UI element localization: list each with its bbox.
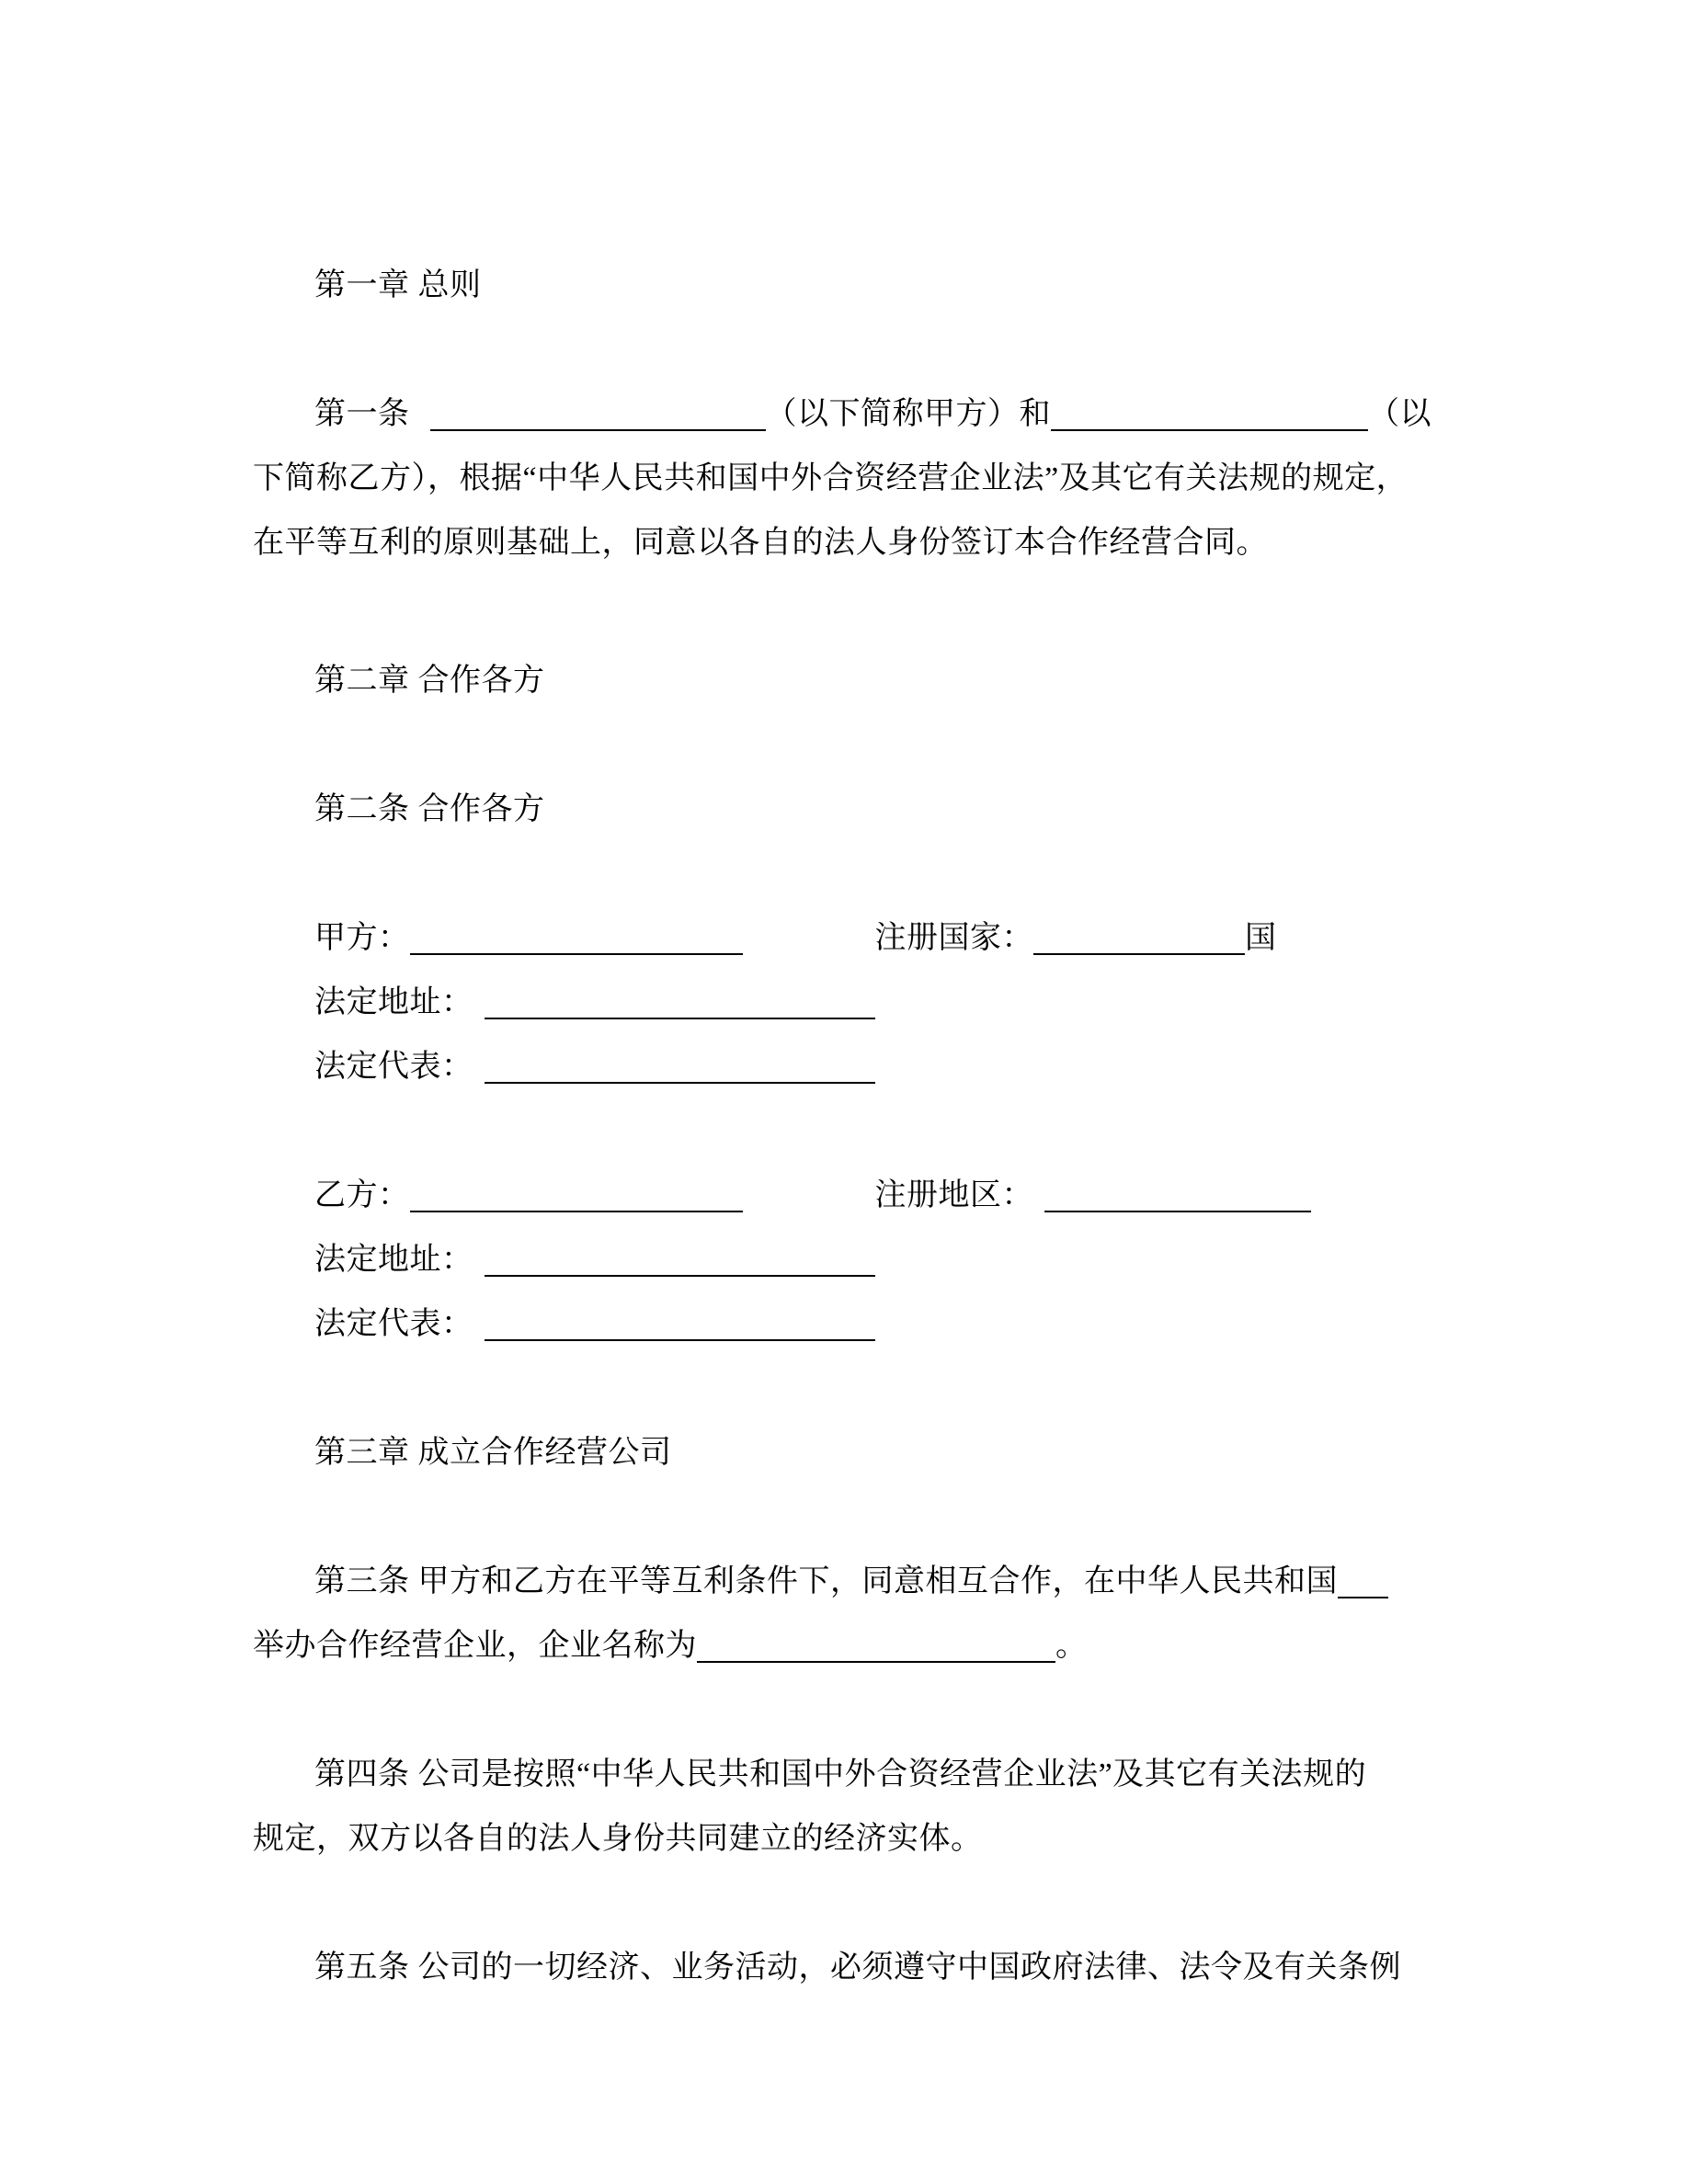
- spacing-gap: [473, 1075, 485, 1076]
- blank-line: [253, 1099, 1651, 1164]
- text-run: 第二章 合作各方: [314, 664, 545, 698]
- text-run: 规定，双方以各自的法人身份共同建立的经济实体。: [253, 1822, 983, 1856]
- text-run: 法定代表：: [314, 1050, 473, 1084]
- party-a-representative-row: [253, 1035, 1651, 1099]
- text-run: 注册地区：: [874, 1178, 1033, 1212]
- article-4-line-2: [253, 1807, 1651, 1871]
- fill-in-blank-underline: [1338, 1565, 1388, 1598]
- chapter-1-heading: [253, 254, 1651, 318]
- fill-in-blank-underline: [485, 1308, 875, 1341]
- chapter-2-heading: [253, 649, 1651, 713]
- spacing-gap: [410, 423, 430, 424]
- article-2-heading: [253, 778, 1651, 842]
- blank-line: [253, 1357, 1651, 1421]
- fill-in-blank-underline: [410, 1179, 743, 1212]
- article-1-line-1: [253, 382, 1651, 447]
- text-run: 第四条 公司是按照“中华人民共和国中外合资经营企业法”及其它有关法规的: [314, 1757, 1367, 1792]
- party-a-address-row: [253, 971, 1651, 1035]
- article-1-line-3: [253, 511, 1651, 575]
- spacing-gap: [473, 1011, 485, 1012]
- chapter-3-heading: [253, 1421, 1651, 1485]
- article-5-line-1: [253, 1936, 1651, 2000]
- article-3-line-1: [253, 1550, 1651, 1614]
- article-1-line-2: [253, 447, 1651, 511]
- blank-line: [253, 713, 1651, 778]
- document-body: [253, 254, 1651, 2000]
- text-run: 乙方：: [314, 1178, 410, 1212]
- text-run: 法定代表：: [314, 1307, 473, 1341]
- fill-in-blank-underline: [485, 986, 875, 1019]
- text-run: 第三条 甲方和乙方在平等互利条件下，同意相互合作，在中华人民共和国: [314, 1564, 1338, 1598]
- spacing-gap: [473, 1268, 485, 1269]
- blank-line: [253, 1871, 1651, 1936]
- fill-in-blank-underline: [1033, 922, 1245, 955]
- blank-line: [253, 1485, 1651, 1550]
- text-run: （以下简称甲方）和: [765, 397, 1051, 431]
- blank-line: [253, 318, 1651, 382]
- fill-in-blank-underline: [1051, 398, 1368, 431]
- text-run: 第一条: [314, 397, 410, 431]
- spacing-gap: [473, 1333, 485, 1334]
- party-b-representative-row: [253, 1292, 1651, 1357]
- party-a-row: [253, 906, 1651, 971]
- text-run: 第二条 合作各方: [314, 792, 545, 826]
- text-run: 在平等互利的原则基础上，同意以各自的法人身份签订本合作经营合同。: [253, 526, 1268, 560]
- spacing-gap: [743, 1204, 875, 1205]
- fill-in-blank-underline: [485, 1244, 875, 1277]
- fill-in-blank-underline: [485, 1051, 875, 1084]
- fill-in-blank-underline: [410, 922, 743, 955]
- text-run: 第五条 公司的一切经济、业务活动，必须遵守中国政府法律、法令及有关条例: [314, 1951, 1401, 1985]
- party-b-row: [253, 1164, 1651, 1228]
- article-3-line-2: [253, 1614, 1651, 1678]
- fill-in-blank-underline: [1044, 1179, 1311, 1212]
- fill-in-blank-underline: [430, 398, 766, 431]
- article-4-line-1: [253, 1743, 1651, 1807]
- text-run: 法定地址：: [314, 1243, 473, 1277]
- text-run: 。: [1055, 1629, 1088, 1663]
- text-run: （以: [1368, 397, 1431, 431]
- text-run: 法定地址：: [314, 985, 473, 1019]
- spacing-gap: [743, 947, 875, 948]
- party-b-address-row: [253, 1228, 1651, 1292]
- text-run: 第一章 总则: [314, 268, 482, 302]
- text-run: 注册国家：: [874, 921, 1033, 955]
- fill-in-blank-underline: [697, 1630, 1055, 1663]
- spacing-gap: [1033, 1204, 1044, 1205]
- text-run: 国: [1245, 921, 1277, 955]
- text-run: 甲方：: [314, 921, 410, 955]
- blank-line: [253, 842, 1651, 906]
- text-run: 举办合作经营企业，企业名称为: [253, 1629, 697, 1663]
- blank-line: [253, 575, 1651, 640]
- text-run: 下简称乙方），根据“中华人民共和国中外合资经营企业法”及其它有关法规的规定，: [253, 461, 1409, 495]
- blank-line: [253, 1678, 1651, 1743]
- text-run: 第三章 成立合作经营公司: [314, 1436, 672, 1470]
